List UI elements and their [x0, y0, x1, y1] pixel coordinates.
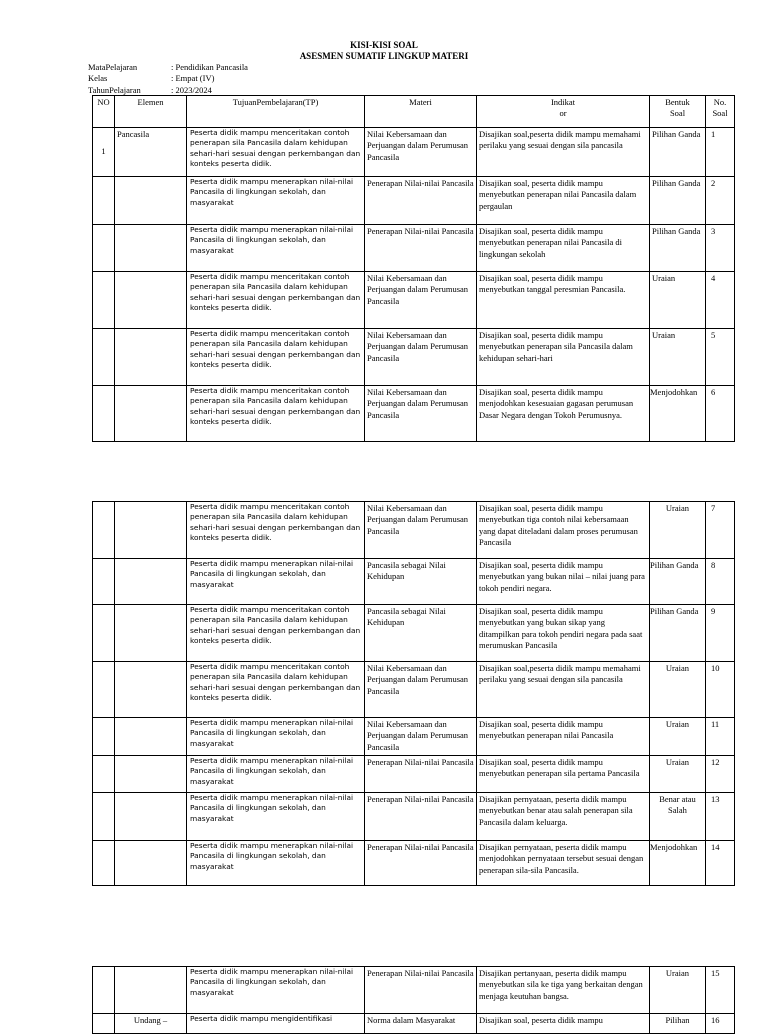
table-row	[93, 386, 735, 442]
row-materi: Nilai Kebersamaan dan Perjuangan dalam Perumusan Pancasila	[365, 128, 477, 177]
row-no	[93, 559, 115, 605]
row-nosoal: 9	[706, 605, 735, 662]
row-tp: Peserta didik mampu menceritakan contoh penerapan sila Pancasila dalam kehidupan sehari-hari sesuai dengan perkembangan dan konteks peserta didik.	[187, 386, 365, 442]
row-indikator: Disajikan soal, peserta didik mampu menyebutkan tiga contoh nilai kebersamaan yang dapat diteladani dalam proses perumusan Pancasila	[477, 502, 650, 559]
row-materi: Nilai Kebersamaan dan Perjuangan dalam Perumusan Pancasila	[365, 502, 477, 559]
row-materi: Penerapan Nilai-nilai Pancasila	[365, 841, 477, 886]
row-elemen	[115, 718, 187, 756]
table-row	[93, 605, 735, 662]
row-indikator: Disajikan soal, peserta didik mampu	[477, 1014, 650, 1034]
row-tp: Peserta didik mampu menerapkan nilai-nilai Pancasila di lingkungan sekolah, dan masyarakat	[187, 841, 365, 886]
row-nosoal: 8	[706, 559, 735, 605]
row-no	[93, 225, 115, 272]
row-no	[93, 502, 115, 559]
document-subtitle: ASESMEN SUMATIF LINGKUP MATERI	[299, 51, 469, 61]
row-indikator: Disajikan soal, peserta didik mampu menyebutkan penerapan sila pertama Pancasila	[477, 756, 650, 793]
row-materi: Penerapan Nilai-nilai Pancasila	[365, 225, 477, 272]
table-row	[93, 967, 735, 1014]
row-indikator: Disajikan soal, peserta didik mampu menyebutkan penerapan nilai Pancasila dalam pergaulan	[477, 177, 650, 225]
row-bentuk: Pilihan Ganda	[650, 225, 706, 272]
row-nosoal: 13	[706, 793, 735, 841]
row-elemen	[115, 272, 187, 329]
meta-kelas-label: Kelas	[88, 73, 108, 83]
row-materi: Norma dalam Masyarakat	[365, 1014, 477, 1034]
col-bentuk-header	[650, 96, 706, 128]
row-elemen	[115, 662, 187, 718]
row-elemen	[115, 605, 187, 662]
table-row	[93, 662, 735, 718]
row-materi: Nilai Kebersamaan dan Perjuangan dalam Perumusan Pancasila	[365, 329, 477, 386]
row-elemen	[115, 177, 187, 225]
table-row	[93, 718, 735, 756]
row-bentuk: Uraian	[650, 756, 706, 793]
row-nosoal: 12	[706, 756, 735, 793]
row-elemen	[115, 793, 187, 841]
meta-kelas	[88, 73, 214, 84]
row-bentuk: Uraian	[650, 329, 706, 386]
row-nosoal: 11	[706, 718, 735, 756]
row-materi: Penerapan Nilai-nilai Pancasila	[365, 177, 477, 225]
meta-mapel-value: : Pendidikan Pancasila	[171, 62, 248, 72]
row-no	[93, 793, 115, 841]
meta-tahun-value: : 2023/2024	[171, 85, 212, 95]
row-bentuk: Pilihan Ganda	[650, 177, 706, 225]
row-tp: Peserta didik mampu menceritakan contoh penerapan sila Pancasila dalam kehidupan sehari-hari sesuai dengan perkembangan dan konteks peserta didik.	[187, 605, 365, 662]
col-elemen-header: Elemen	[115, 96, 187, 128]
row-elemen	[115, 967, 187, 1014]
meta-mapel	[88, 62, 248, 73]
row-no	[93, 756, 115, 793]
col-materi-header: Materi	[365, 96, 477, 128]
table-row	[93, 502, 735, 559]
table-row	[93, 272, 735, 329]
row-tp: Peserta didik mampu menerapkan nilai-nilai Pancasila di lingkungan sekolah, dan masyarakat	[187, 718, 365, 756]
col-nosoal-line1: No.	[713, 97, 727, 107]
row-tp: Peserta didik mampu mengidentifikasi	[187, 1014, 365, 1034]
row-no	[93, 177, 115, 225]
col-indikator-line2: or	[559, 108, 567, 119]
row-nosoal: 14	[706, 841, 735, 886]
row-no	[93, 841, 115, 886]
row-elemen	[115, 329, 187, 386]
row-indikator: Disajikan soal, peserta didik mampu menyebutkan yang bukan sikap yang ditampilkan para tokoh pendiri negara pada saat merumuskan Pancasila	[477, 605, 650, 662]
kisi-table-1	[92, 95, 735, 442]
col-bentuk-line1: Bentuk	[665, 97, 690, 107]
row-bentuk: Uraian	[650, 502, 706, 559]
row-nosoal: 16	[706, 1014, 735, 1034]
row-indikator: Disajikan soal, peserta didik mampu menyebutkan penerapan nilai Pancasila	[477, 718, 650, 756]
row-indikator: Disajikan pernyataan, peserta didik mampu menyebutkan benar atau salah penerapan sila Pancasila dalam keluarga.	[477, 793, 650, 841]
row-tp: Peserta didik mampu menceritakan contoh penerapan sila Pancasila dalam kehidupan sehari-hari sesuai dengan perkembangan dan konteks peserta didik.	[187, 662, 365, 718]
row-nosoal: 3	[706, 225, 735, 272]
row-indikator: Disajikan soal, peserta didik mampu menyebutkan penerapan nilai Pancasila di lingkungan sekolah	[477, 225, 650, 272]
table-row	[93, 756, 735, 793]
col-no-header: NO	[93, 96, 115, 128]
row-tp: Peserta didik mampu menerapkan nilai-nilai Pancasila di lingkungan sekolah, dan masyarakat	[187, 559, 365, 605]
row-nosoal: 7	[706, 502, 735, 559]
row-nosoal: 4	[706, 272, 735, 329]
meta-kelas-value: : Empat (IV)	[171, 73, 215, 83]
table-row	[93, 841, 735, 886]
col-tp-header: TujuanPembelajaran(TP)	[187, 96, 365, 128]
table-row	[93, 329, 735, 386]
kisi-table-2	[92, 501, 735, 886]
row-no	[93, 329, 115, 386]
row-bentuk: Uraian	[650, 662, 706, 718]
meta-mapel-label: MataPelajaran	[88, 62, 138, 72]
row-no	[93, 662, 115, 718]
row-materi: Nilai Kebersamaan dan Perjuangan dalam Perumusan Pancasila	[365, 386, 477, 442]
row-materi: Nilai Kebersamaan dan Perjuangan dalam Perumusan Pancasila	[365, 662, 477, 718]
row-elemen: Undang –	[115, 1014, 187, 1034]
col-indikator-line1: Indikat	[550, 97, 576, 107]
row-no	[93, 967, 115, 1014]
table-header-row	[93, 96, 735, 128]
row-indikator: Disajikan soal, peserta didik mampu menyebutkan yang bukan nilai – nilai juang para tokoh pendiri negara.	[477, 559, 650, 605]
row-bentuk: Pilihan Ganda	[650, 559, 706, 605]
row-materi: Penerapan Nilai-nilai Pancasila	[365, 967, 477, 1014]
row-bentuk: Benar atau Salah	[650, 793, 706, 841]
row-no: 1	[93, 128, 115, 177]
row-indikator: Disajikan pertanyaan, peserta didik mampu menyebutkan sila ke tiga yang berkaitan dengan menjaga keutuhan bangsa.	[477, 967, 650, 1014]
row-tp: Peserta didik mampu menceritakan contoh penerapan sila Pancasila dalam kehidupan sehari-hari sesuai dengan perkembangan dan konteks peserta didik.	[187, 502, 365, 559]
row-bentuk: Uraian	[650, 272, 706, 329]
row-bentuk: Menjodohkan	[650, 841, 706, 886]
row-bentuk: Menjodohkan	[650, 386, 706, 442]
document-title: KISI-KISI SOAL	[350, 40, 418, 50]
table-row	[93, 559, 735, 605]
row-elemen	[115, 559, 187, 605]
row-nosoal: 5	[706, 329, 735, 386]
row-tp: Peserta didik mampu menerapkan nilai-nilai Pancasila di lingkungan sekolah, dan masyarakat	[187, 967, 365, 1014]
meta-tahun-label: TahunPelajaran	[88, 85, 141, 95]
row-nosoal: 1	[706, 128, 735, 177]
row-elemen	[115, 756, 187, 793]
row-materi: Pancasila sebagai Nilai Kehidupan	[365, 605, 477, 662]
row-elemen	[115, 225, 187, 272]
row-tp: Peserta didik mampu menceritakan contoh penerapan sila Pancasila dalam kehidupan sehari-hari sesuai dengan perkembangan dan konteks peserta didik.	[187, 329, 365, 386]
row-elemen	[115, 502, 187, 559]
row-materi: Penerapan Nilai-nilai Pancasila	[365, 793, 477, 841]
row-indikator: Disajikan soal,peserta didik mampu memahami perilaku yang sesuai dengan sila pancasila	[477, 662, 650, 718]
row-tp: Peserta didik mampu menerapkan nilai-nilai Pancasila di lingkungan sekolah, dan masyarakat	[187, 756, 365, 793]
row-indikator: Disajikan soal, peserta didik mampu menyebutkan tanggal peresmian Pancasila.	[477, 272, 650, 329]
table-row	[93, 128, 735, 177]
row-elemen	[115, 841, 187, 886]
row-tp: Peserta didik mampu menerapkan nilai-nilai Pancasila di lingkungan sekolah, dan masyarakat	[187, 793, 365, 841]
row-materi: Pancasila sebagai Nilai Kehidupan	[365, 559, 477, 605]
col-indikator-header	[477, 96, 650, 128]
row-bentuk: Uraian	[650, 718, 706, 756]
row-nosoal: 2	[706, 177, 735, 225]
row-nosoal: 6	[706, 386, 735, 442]
col-bentuk-line2: Soal	[669, 108, 686, 119]
row-elemen: Pancasila	[115, 128, 187, 177]
table-row	[93, 793, 735, 841]
row-bentuk: Pilihan	[650, 1014, 706, 1034]
table-row	[93, 225, 735, 272]
row-indikator: Disajikan soal,peserta didik mampu memahami perilaku yang sesuai dengan sila pancasila	[477, 128, 650, 177]
row-bentuk: Pilihan Ganda	[650, 128, 706, 177]
row-indikator: Disajikan pernyataan, peserta didik mampu menjodohkan pernyataan tersebut sesuai dengan penerapan sila-sila Pancasila.	[477, 841, 650, 886]
row-tp: Peserta didik mampu menerapkan nilai-nilai Pancasila di lingkungan sekolah, dan masyarakat	[187, 225, 365, 272]
row-tp: Peserta didik mampu menceritakan contoh penerapan sila Pancasila dalam kehidupan sehari-hari sesuai dengan perkembangan dan konteks peserta didik.	[187, 128, 365, 177]
table-row	[93, 177, 735, 225]
row-no	[93, 718, 115, 756]
row-nosoal: 10	[706, 662, 735, 718]
row-materi: Penerapan Nilai-nilai Pancasila	[365, 756, 477, 793]
row-no	[93, 386, 115, 442]
row-nosoal: 15	[706, 967, 735, 1014]
row-bentuk: Uraian	[650, 967, 706, 1014]
col-nosoal-line2: Soal	[712, 108, 728, 119]
row-tp: Peserta didik mampu menerapkan nilai-nilai Pancasila di lingkungan sekolah, dan masyarakat	[187, 177, 365, 225]
row-tp: Peserta didik mampu menceritakan contoh penerapan sila Pancasila dalam kehidupan sehari-hari sesuai dengan perkembangan dan konteks peserta didik.	[187, 272, 365, 329]
row-elemen	[115, 386, 187, 442]
row-indikator: Disajikan soal, peserta didik mampu menjodohkan kesesuaian gagasan perumusan Dasar Negara dengan Tokoh Perumusnya.	[477, 386, 650, 442]
row-no	[93, 272, 115, 329]
row-materi: Nilai Kebersamaan dan Perjuangan dalam Perumusan Pancasila	[365, 718, 477, 756]
col-nosoal-header	[706, 96, 735, 128]
row-materi: Nilai Kebersamaan dan Perjuangan dalam Perumusan Pancasila	[365, 272, 477, 329]
row-indikator: Disajikan soal, peserta didik mampu menyebutkan penerapan sila Pancasila dalam kehidupan sehari-hari	[477, 329, 650, 386]
row-no	[93, 605, 115, 662]
row-bentuk: Pilihan Ganda	[650, 605, 706, 662]
